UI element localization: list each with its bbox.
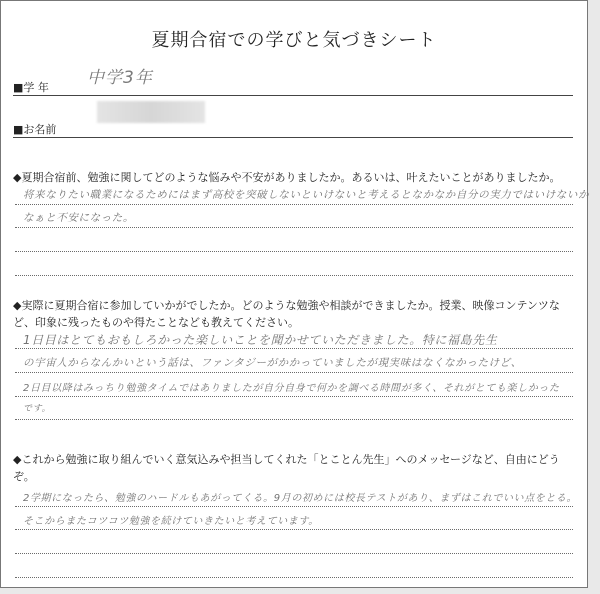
name-label: ■お名前 (13, 123, 57, 136)
grade-underline (13, 95, 573, 96)
q1-answer-line-1: 将来なりたい職業になるためにはまず高校を突破しないといけないと考えるとなかなか自分の実力ではいけないか (23, 189, 590, 201)
name-redaction (97, 101, 205, 123)
q2-ruled-line (15, 348, 573, 349)
q2-answer-line-2: の宇宙人からなんかいという話は、ファンタジーがかかっていましたが現実味はなくなかったけど、 (23, 357, 522, 369)
name-underline (13, 137, 573, 138)
q1-ruled-line (15, 251, 573, 252)
q3-ruled-line (15, 553, 573, 554)
sheet-title: 夏期合宿での学びと気づきシート (151, 30, 437, 51)
q1-ruled-line (15, 204, 573, 205)
q2-answer-line-1: 1日目はとてもおもしろかった楽しいことを聞かせていただきました。特に福島先生 (23, 333, 498, 347)
q3-answer-line-2: そこからまたコツコツ勉強を続けていきたいと考えています。 (23, 516, 319, 527)
q2-ruled-line (15, 419, 573, 420)
q1-ruled-line (15, 275, 573, 276)
q1-answer-line-2: なぁと不安になった。 (23, 212, 134, 224)
q3-ruled-line (15, 506, 573, 507)
question-2: ◆実際に夏期合宿に参加していかがでしたか。どのような勉強や相談ができましたか。授業、映像コンテンツなど、印象に残ったものや得たことなども教えてください。 (13, 299, 560, 329)
q2-answer-line-3: 2日目以降はみっちり勉強タイムではありましたが自分自身で何かを調べる時間が多く、それがとても楽しかった (23, 383, 560, 394)
q2-ruled-line (15, 396, 573, 397)
question-1: ◆夏期合宿前、勉強に関してどのような悩みや不安がありましたか。あるいは、叶えたいことがありましたか。 (13, 171, 561, 184)
grade-label: ■学 年 (13, 81, 49, 94)
question-3: ◆これから勉強に取り組んでいく意気込みや担当してくれた「とことん先生」へのメッセージなど、自由にどうぞ。 (13, 453, 560, 483)
q3-answer-line-1: 2学期になったら、勉強のハードルもあがってくる。9月の初めには校長テストがあり、まずはこれでいい点をとる。 (23, 493, 578, 504)
q2-answer-line-4: です。 (23, 404, 52, 414)
q2-ruled-line (15, 372, 573, 373)
q3-ruled-line (15, 529, 573, 530)
grade-value: 中学3年 (87, 68, 153, 88)
q1-ruled-line (15, 227, 573, 228)
q3-ruled-line (15, 577, 573, 578)
